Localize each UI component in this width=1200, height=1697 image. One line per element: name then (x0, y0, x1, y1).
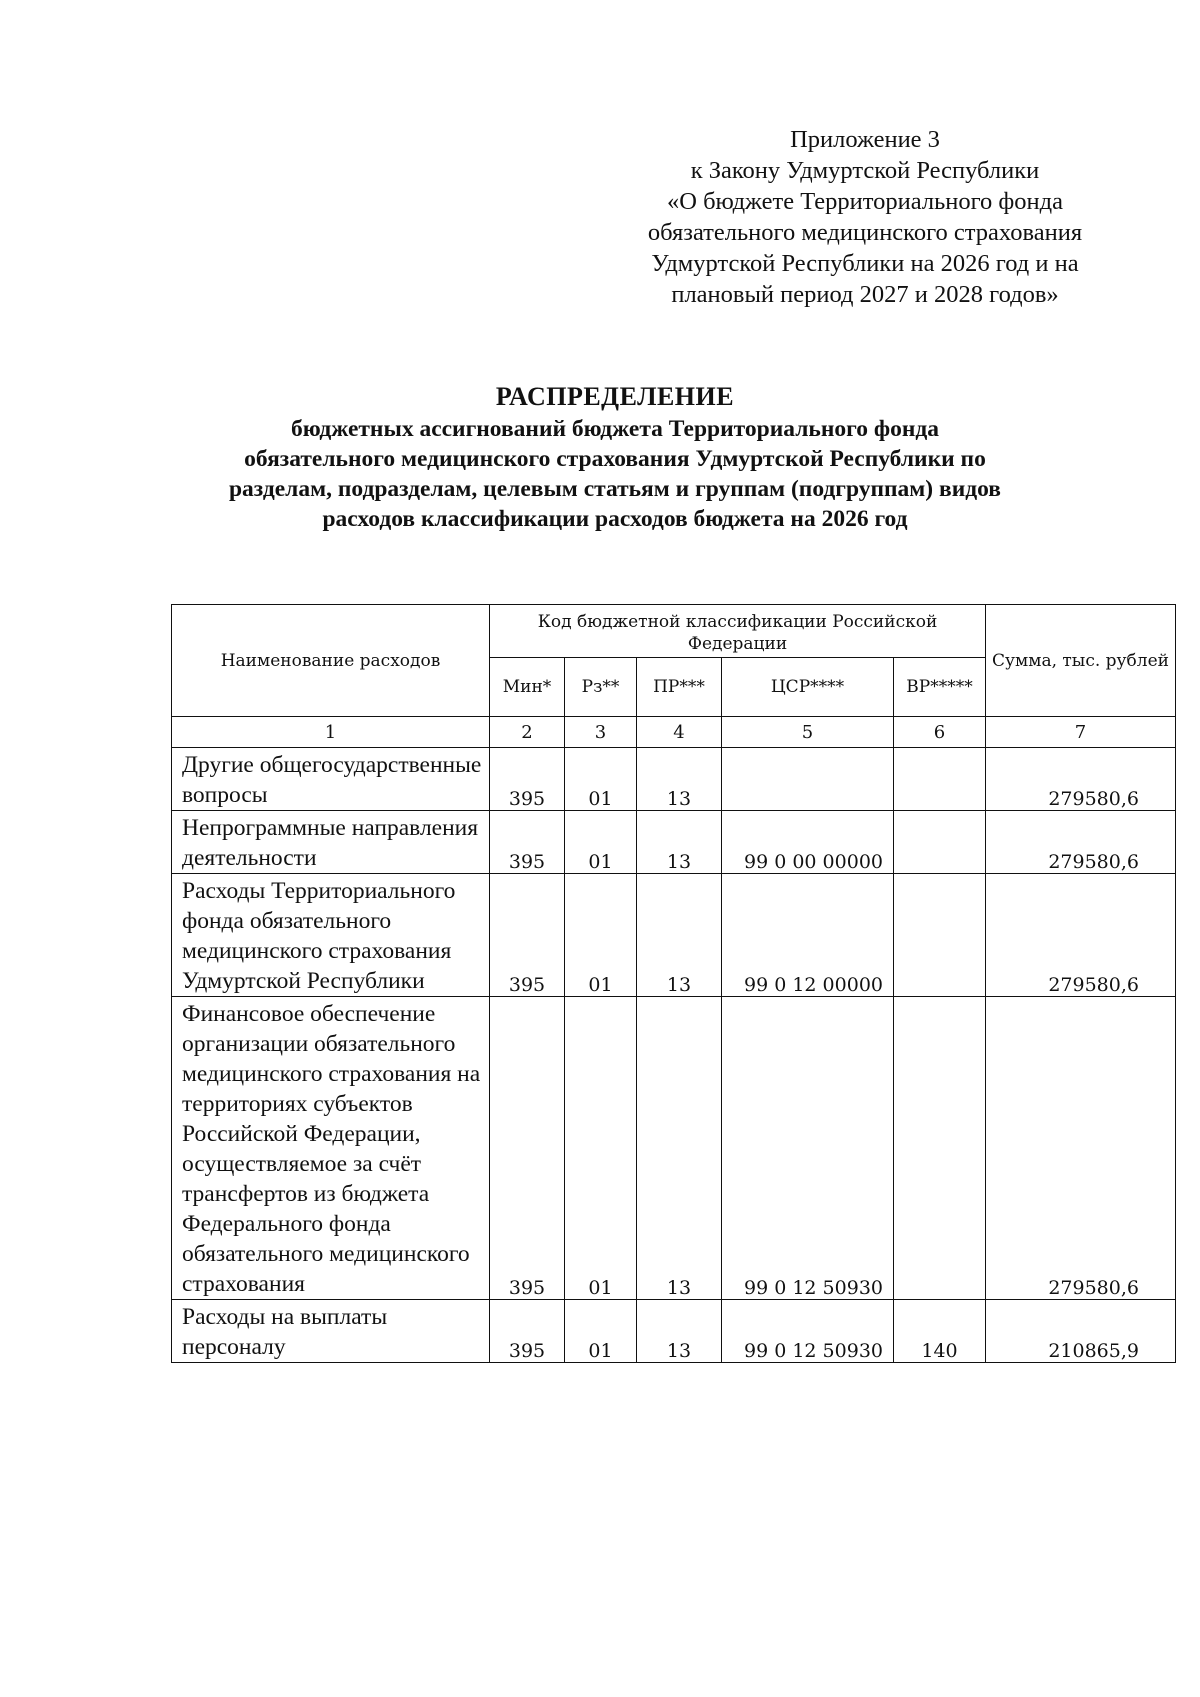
column-number: 7 (986, 717, 1176, 748)
row-sum: 279580,6 (986, 748, 1176, 811)
column-number: 6 (894, 717, 986, 748)
table-row (172, 874, 1176, 997)
row-pr: 13 (637, 874, 722, 997)
table-row (172, 1300, 1176, 1363)
header-min: Мин* (490, 658, 565, 717)
row-rz: 01 (565, 997, 637, 1300)
row-name: Непрограммные направления деятельности (172, 811, 490, 874)
appendix-header (610, 124, 1120, 310)
table-row (172, 748, 1176, 811)
header-csr: ЦСР**** (722, 658, 894, 717)
row-rz: 01 (565, 748, 637, 811)
row-csr: 99 0 12 00000 (722, 874, 894, 997)
row-rz: 01 (565, 1300, 637, 1363)
row-min: 395 (490, 811, 565, 874)
row-min: 395 (490, 1300, 565, 1363)
row-name: Расходы на выплаты персоналу (172, 1300, 490, 1363)
subtitle-line: разделам, подразделам, целевым статьям и группам (подгруппам) видов (228, 476, 1001, 502)
row-vr: 140 (894, 1300, 986, 1363)
header-code-group: Код бюджетной классификации Российской Федерации (490, 605, 986, 658)
row-csr: 99 0 12 50930 (722, 1300, 894, 1363)
title-main: РАСПРЕДЕЛЕНИЕ (495, 382, 735, 411)
header-row (172, 605, 1176, 658)
document-title (140, 380, 1090, 534)
row-name: Другие общегосударственные вопросы (172, 748, 490, 811)
row-min: 395 (490, 874, 565, 997)
column-number: 1 (172, 717, 490, 748)
row-sum: 210865,9 (986, 1300, 1176, 1363)
column-number: 3 (565, 717, 637, 748)
appendix-line: Приложение 3 (790, 126, 940, 153)
row-min: 395 (490, 997, 565, 1300)
row-pr: 13 (637, 997, 722, 1300)
subtitle-line: бюджетных ассигнований бюджета Территориального фонда (290, 416, 940, 442)
header-rz: Рз** (565, 658, 637, 717)
appendix-line: плановый период 2027 и 2028 годов» (671, 281, 1059, 308)
budget-table (171, 604, 1176, 1363)
row-vr (894, 874, 986, 997)
row-sum: 279580,6 (986, 874, 1176, 997)
row-pr: 13 (637, 1300, 722, 1363)
table-row (172, 997, 1176, 1300)
row-rz: 01 (565, 811, 637, 874)
row-name: Финансовое обеспечение организации обязательного медицинского страхования на территориях субъектов Российской Федерации, осуществляемое за счёт трансфертов из бюджета Федерального фонда обязательного медицинского страхования (172, 997, 490, 1300)
row-vr (894, 997, 986, 1300)
appendix-line: Удмуртской Республики на 2026 год и на (651, 250, 1079, 277)
row-rz: 01 (565, 874, 637, 997)
appendix-line: к Закону Удмуртской Республики (690, 157, 1040, 184)
row-csr: 99 0 00 00000 (722, 811, 894, 874)
column-number-row (172, 717, 1176, 748)
header-name: Наименование расходов (172, 605, 490, 717)
subtitle-line: расходов классификации расходов бюджета на 2026 год (322, 506, 908, 532)
row-sum: 279580,6 (986, 811, 1176, 874)
row-pr: 13 (637, 748, 722, 811)
header-vr: ВР***** (894, 658, 986, 717)
column-number: 4 (637, 717, 722, 748)
row-vr (894, 748, 986, 811)
column-number: 5 (722, 717, 894, 748)
row-csr (722, 748, 894, 811)
subtitle-line: обязательного медицинского страхования Удмуртской Республики по (244, 446, 986, 472)
row-vr (894, 811, 986, 874)
header-sum: Сумма, тыс. рублей (986, 605, 1176, 717)
row-pr: 13 (637, 811, 722, 874)
row-csr: 99 0 12 50930 (722, 997, 894, 1300)
table-row (172, 811, 1176, 874)
column-number: 2 (490, 717, 565, 748)
header-pr: ПР*** (637, 658, 722, 717)
row-sum: 279580,6 (986, 997, 1176, 1300)
appendix-line: «О бюджете Территориального фонда (667, 188, 1063, 215)
row-min: 395 (490, 748, 565, 811)
row-name: Расходы Территориального фонда обязательного медицинского страхования Удмуртской Республики (172, 874, 490, 997)
appendix-line: обязательного медицинского страхования (647, 219, 1083, 246)
title-subtitle (140, 414, 1090, 534)
